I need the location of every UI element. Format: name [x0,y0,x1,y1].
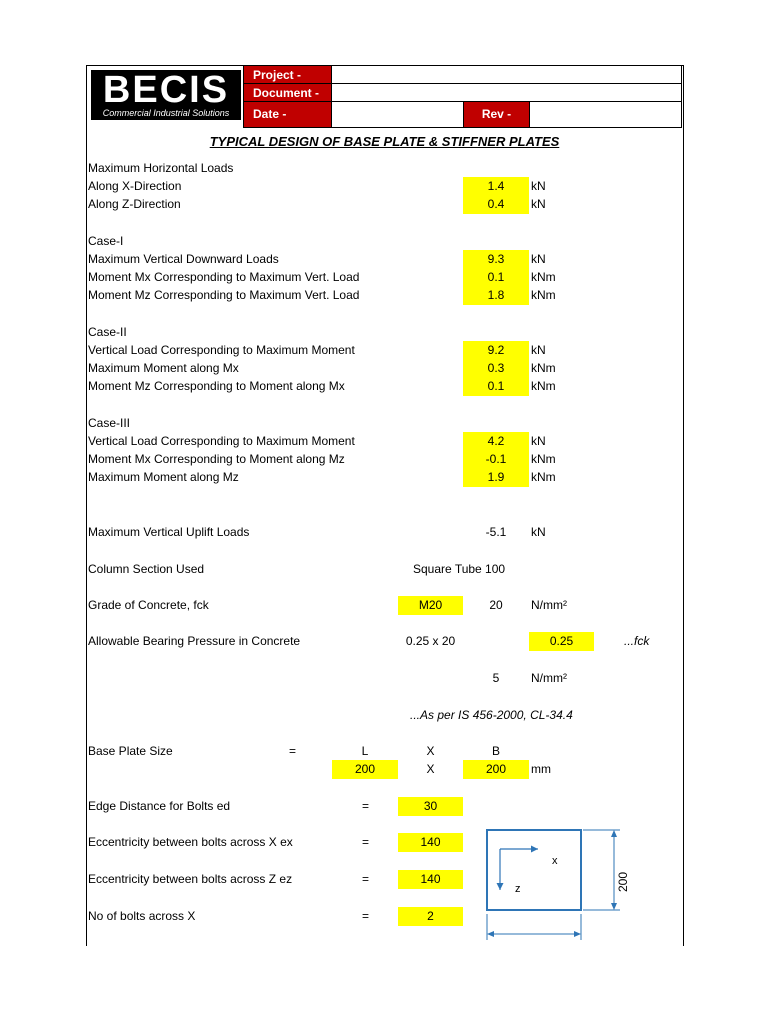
uplift-label: Maximum Vertical Uplift Loads [88,525,250,539]
bearing-label: Allowable Bearing Pressure in Concrete [88,634,301,648]
uplift-unit: kN [531,525,546,539]
base-plate-L-label: L [361,744,369,758]
bearing-reference: ...As per IS 456-2000, CL-34.4 [410,708,573,722]
base-plate-B-label: B [491,744,500,758]
base-plate-B-cell[interactable]: 200 [463,760,529,779]
unit-label: kNm [531,452,556,466]
base-plate-unit: mm [531,762,551,776]
unit-label: kN [531,179,546,193]
value-cell[interactable]: 0.4 [463,195,529,214]
value-cell[interactable]: 1.8 [463,286,529,305]
base-plate-eq: = [289,744,297,758]
case1-heading: Case-I [88,234,124,248]
date-label: Date - [243,101,332,128]
case2-heading: Case-II [88,325,127,339]
bearing-factor-cell[interactable]: 0.25 [529,632,594,651]
base-plate-x-label: X [426,744,435,758]
row-label: Moment Mx Corresponding to Moment along Mz [88,452,345,466]
row-label: Along X-Direction [88,179,182,193]
concrete-label: Grade of Concrete, fck [88,598,209,612]
hdim-arrow-left [487,931,494,937]
bolt-value-cell[interactable]: 30 [398,797,463,816]
case3-heading: Case-III [88,416,131,430]
bolt-value-cell[interactable]: 2 [398,907,463,926]
z-axis-label: z [515,883,521,895]
value-cell[interactable]: 0.3 [463,359,529,378]
value-cell[interactable]: 9.3 [463,250,529,269]
concrete-value: 20 [489,598,503,612]
unit-label: kN [531,197,546,211]
unit-label: kNm [531,288,556,302]
vertical-dimension-label: 200 [616,871,630,892]
document-label: Document - [243,83,332,102]
row-label: Maximum Moment along Mz [88,470,239,484]
row-label: Along Z-Direction [88,197,181,211]
bearing-suffix: ...fck [624,634,650,648]
base-plate-L-cell[interactable]: 200 [332,760,398,779]
rev-label: Rev - [463,101,530,128]
column-value: Square Tube 100 [413,562,506,576]
row-label: Moment Mz Corresponding to Moment along Mx [88,379,345,393]
concrete-grade-cell[interactable]: M20 [398,596,463,615]
column-label: Column Section Used [88,562,205,576]
logo-subtitle: Commercial Industrial Solutions [102,108,230,118]
value-cell[interactable]: 9.2 [463,341,529,360]
bolt-value-cell[interactable]: 140 [398,833,463,852]
row-label: Maximum Moment along Mx [88,361,239,375]
bolt-row-eq: = [362,909,370,923]
bolt-row-eq: = [362,835,370,849]
value-cell[interactable]: -0.1 [463,450,529,469]
project-label: Project - [243,65,332,84]
row-label: Vertical Load Corresponding to Maximum Moment [88,343,355,357]
logo-text: BECIS [102,69,230,111]
row-label: Moment Mz Corresponding to Maximum Vert. Load [88,288,360,302]
row-label: Maximum Vertical Downward Loads [88,252,279,266]
rev-field[interactable] [529,101,682,128]
row-label: Moment Mx Corresponding to Maximum Vert. Load [88,270,360,284]
document-field[interactable] [331,83,682,102]
concrete-unit: N/mm² [531,598,567,612]
base-plate-sketch [480,822,640,942]
unit-label: kNm [531,379,556,393]
bearing-formula: 0.25 x 20 [405,634,456,648]
base-plate-label: Base Plate Size [88,744,173,758]
dim-arrow-bottom [611,903,617,910]
bolt-row-label: Eccentricity between bolts across Z ez [88,872,293,886]
bolt-row-eq: = [362,799,370,813]
value-cell[interactable]: 0.1 [463,268,529,287]
horizontal-heading: Maximum Horizontal Loads [88,161,234,175]
unit-label: kNm [531,470,556,484]
bearing-unit: N/mm² [531,671,567,685]
unit-label: kN [531,434,546,448]
hdim-arrow-right [574,931,581,937]
bolt-value-cell[interactable]: 140 [398,870,463,889]
base-plate-x-sep: X [426,762,435,776]
sheet-title: TYPICAL DESIGN OF BASE PLATE & STIFFNER PLATES [209,134,560,149]
unit-label: kNm [531,361,556,375]
uplift-value: -5.1 [485,525,507,539]
company-logo [87,66,244,128]
bearing-result: 5 [492,671,500,685]
bolt-row-label: Edge Distance for Bolts ed [88,799,231,813]
row-label: Vertical Load Corresponding to Maximum Moment [88,434,355,448]
value-cell[interactable]: 0.1 [463,377,529,396]
date-field[interactable] [331,101,464,128]
bolt-row-label: Eccentricity between bolts across X ex [88,835,293,849]
dim-arrow-top [611,830,617,837]
value-cell[interactable]: 1.9 [463,468,529,487]
value-cell[interactable]: 1.4 [463,177,529,196]
unit-label: kN [531,252,546,266]
unit-label: kNm [531,270,556,284]
unit-label: kN [531,343,546,357]
x-axis-label: x [552,855,558,867]
project-field[interactable] [331,65,682,84]
value-cell[interactable]: 4.2 [463,432,529,451]
plate-outline [487,830,581,910]
bolt-row-label: No of bolts across X [88,909,196,923]
bolt-row-eq: = [362,872,370,886]
